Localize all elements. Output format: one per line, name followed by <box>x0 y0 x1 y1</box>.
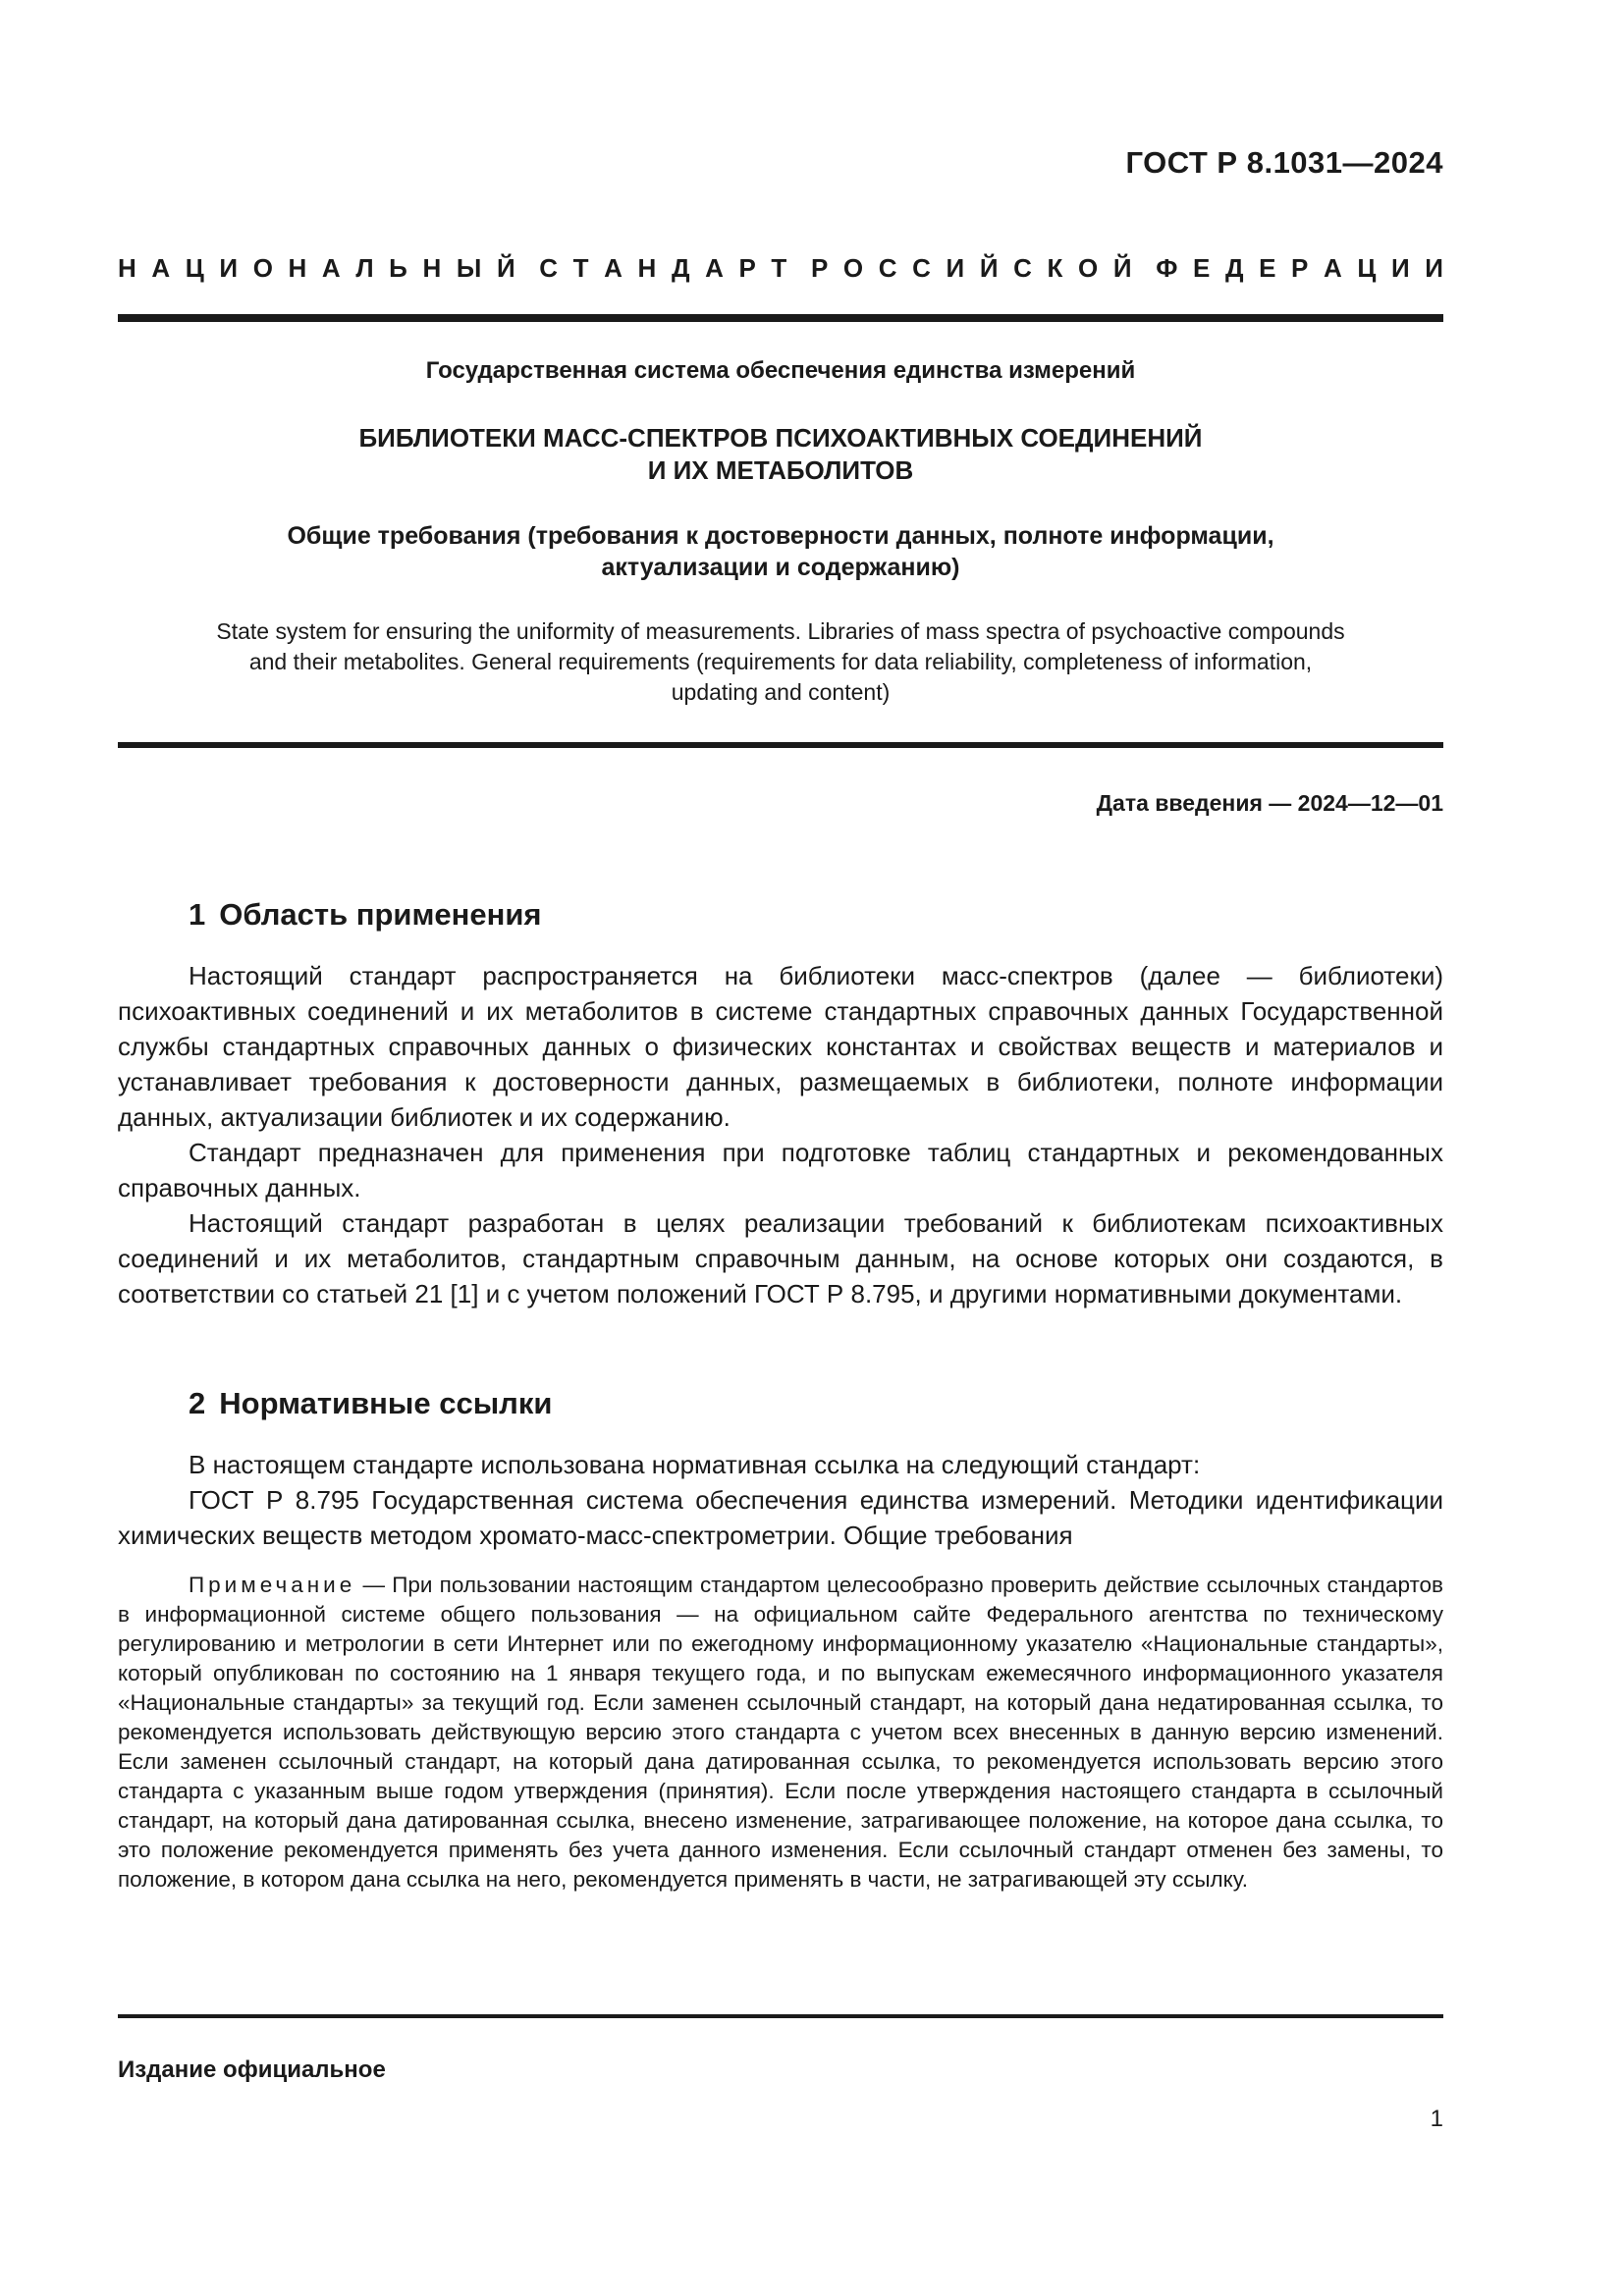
footer-rule <box>118 2014 1443 2018</box>
title-line: И ИХ МЕТАБОЛИТОВ <box>647 455 914 485</box>
standard-designation: ГОСТ Р 8.1031—2024 <box>1125 145 1443 180</box>
english-line: and their metabolites. General requirements (requirements for data reliability, completeness of information, <box>248 649 1313 674</box>
section-1-body <box>118 958 1443 1311</box>
title-line: БИБЛИОТЕКИ МАСС-СПЕКТРОВ ПСИХОАКТИВНЫХ СОЕДИНЕНИЙ <box>358 423 1203 453</box>
section-number: 1 <box>189 897 206 932</box>
page-number: 1 <box>1430 2106 1443 2132</box>
paragraph: ГОСТ Р 8.795 Государственная система обеспечения единства измерений. Методики идентификации химических веществ методом хромато-масс-спектрометрии. Общие требования <box>118 1485 1443 1550</box>
english-line: updating and content) <box>671 679 891 705</box>
paragraph: Настоящий стандарт разработан в целях реализации требований к библиотекам психоактивных соединений и их метаболитов, стандартным справочным данным, на основе которых они создаются, в соответствии со статьей 21 [1] и с учетом положений ГОСТ Р 8.795, и другими нормативными документами. <box>118 1208 1443 1308</box>
section-1-heading <box>189 897 542 933</box>
note-text: — При пользовании настоящим стандартом целесообразно проверить действие ссылочных стандартов в информационной системе общего пользования — на официальном сайте Федерального агентства по техническому регулированию и метрологии в сети Интернет или по ежегодному информационному указателю «Национальные стандарты», который опубликован по состоянию на 1 января текущего года, и по выпускам ежемесячного информационного указателя «Национальные стандарты» за текущий год. Если заменен ссылочный стандарт, на который дана недатированная ссылка, то рекомендуется использовать действующую версию этого стандарта с учетом всех внесенных в данную версию изменений. Если заменен ссылочный стандарт, на который дана датированная ссылка, то рекомендуется использовать версию этого стандарта с указанным выше годом утверждения (принятия). Если после утверждения настоящего стандарта в ссылочный стандарт, на который дана датированная ссылка, внесено изменение, затрагивающее положение, на которое дана ссылка, то это положение рекомендуется применять без учета данного изменения. Если ссылочный стандарт отменен без замены, то положение, в котором дана ссылка на него, рекомендуется применять в части, не затрагивающей эту ссылку. <box>118 1573 1443 1892</box>
document-title <box>118 422 1443 487</box>
section-2-heading <box>189 1386 552 1421</box>
english-line: State system for ensuring the uniformity of measurements. Libraries of mass spectra of psychoactive compounds <box>216 618 1345 644</box>
paragraph: Настоящий стандарт распространяется на библиотеки масс-спектров (далее — библиотеки) психоактивных соединений и их метаболитов в системе стандартных справочных данных Государственной службы стандартных справочных данных о физических константах и свойствах веществ и материалов и устанавливает требования к достоверности данных, размещаемых в библиотеки, полноте информации данных, актуализации библиотек и их содержанию. <box>118 961 1443 1132</box>
subtitle-line: Общие требования (требования к достоверности данных, полноте информации, <box>287 522 1274 550</box>
title-bottom-rule <box>118 742 1443 748</box>
paragraph: В настоящем стандарте использована нормативная ссылка на следующий стандарт: <box>189 1450 1201 1479</box>
document-subtitle <box>118 520 1443 583</box>
note-label: Примечание <box>189 1573 356 1597</box>
system-title: Государственная система обеспечения единства измерений <box>425 357 1136 384</box>
section-number: 2 <box>189 1386 206 1420</box>
paragraph: Стандарт предназначен для применения при подготовке таблиц стандартных и рекомендованных справочных данных. <box>118 1138 1443 1202</box>
section-title: Область применения <box>219 897 542 932</box>
introduction-date: Дата введения — 2024—12—01 <box>1096 790 1443 816</box>
english-title <box>118 616 1443 708</box>
banner-word: С Т А Н Д А Р Т <box>539 253 787 283</box>
note-block <box>118 1571 1443 1895</box>
section-title: Нормативные ссылки <box>219 1386 553 1420</box>
banner-word: Ф Е Д Е Р А Ц И И <box>1156 253 1443 283</box>
official-edition-label: Издание официальное <box>118 2056 386 2083</box>
banner-word: Н А Ц И О Н А Л Ь Н Ы Й <box>118 253 515 283</box>
banner-word: Р О С С И Й С К О Й <box>810 253 1132 283</box>
subtitle-line: актуализации и содержанию) <box>601 554 960 581</box>
section-2-body <box>118 1447 1443 1553</box>
note-paragraph <box>118 1571 1443 1895</box>
top-rule <box>118 314 1443 322</box>
national-standard-banner <box>118 253 1443 284</box>
